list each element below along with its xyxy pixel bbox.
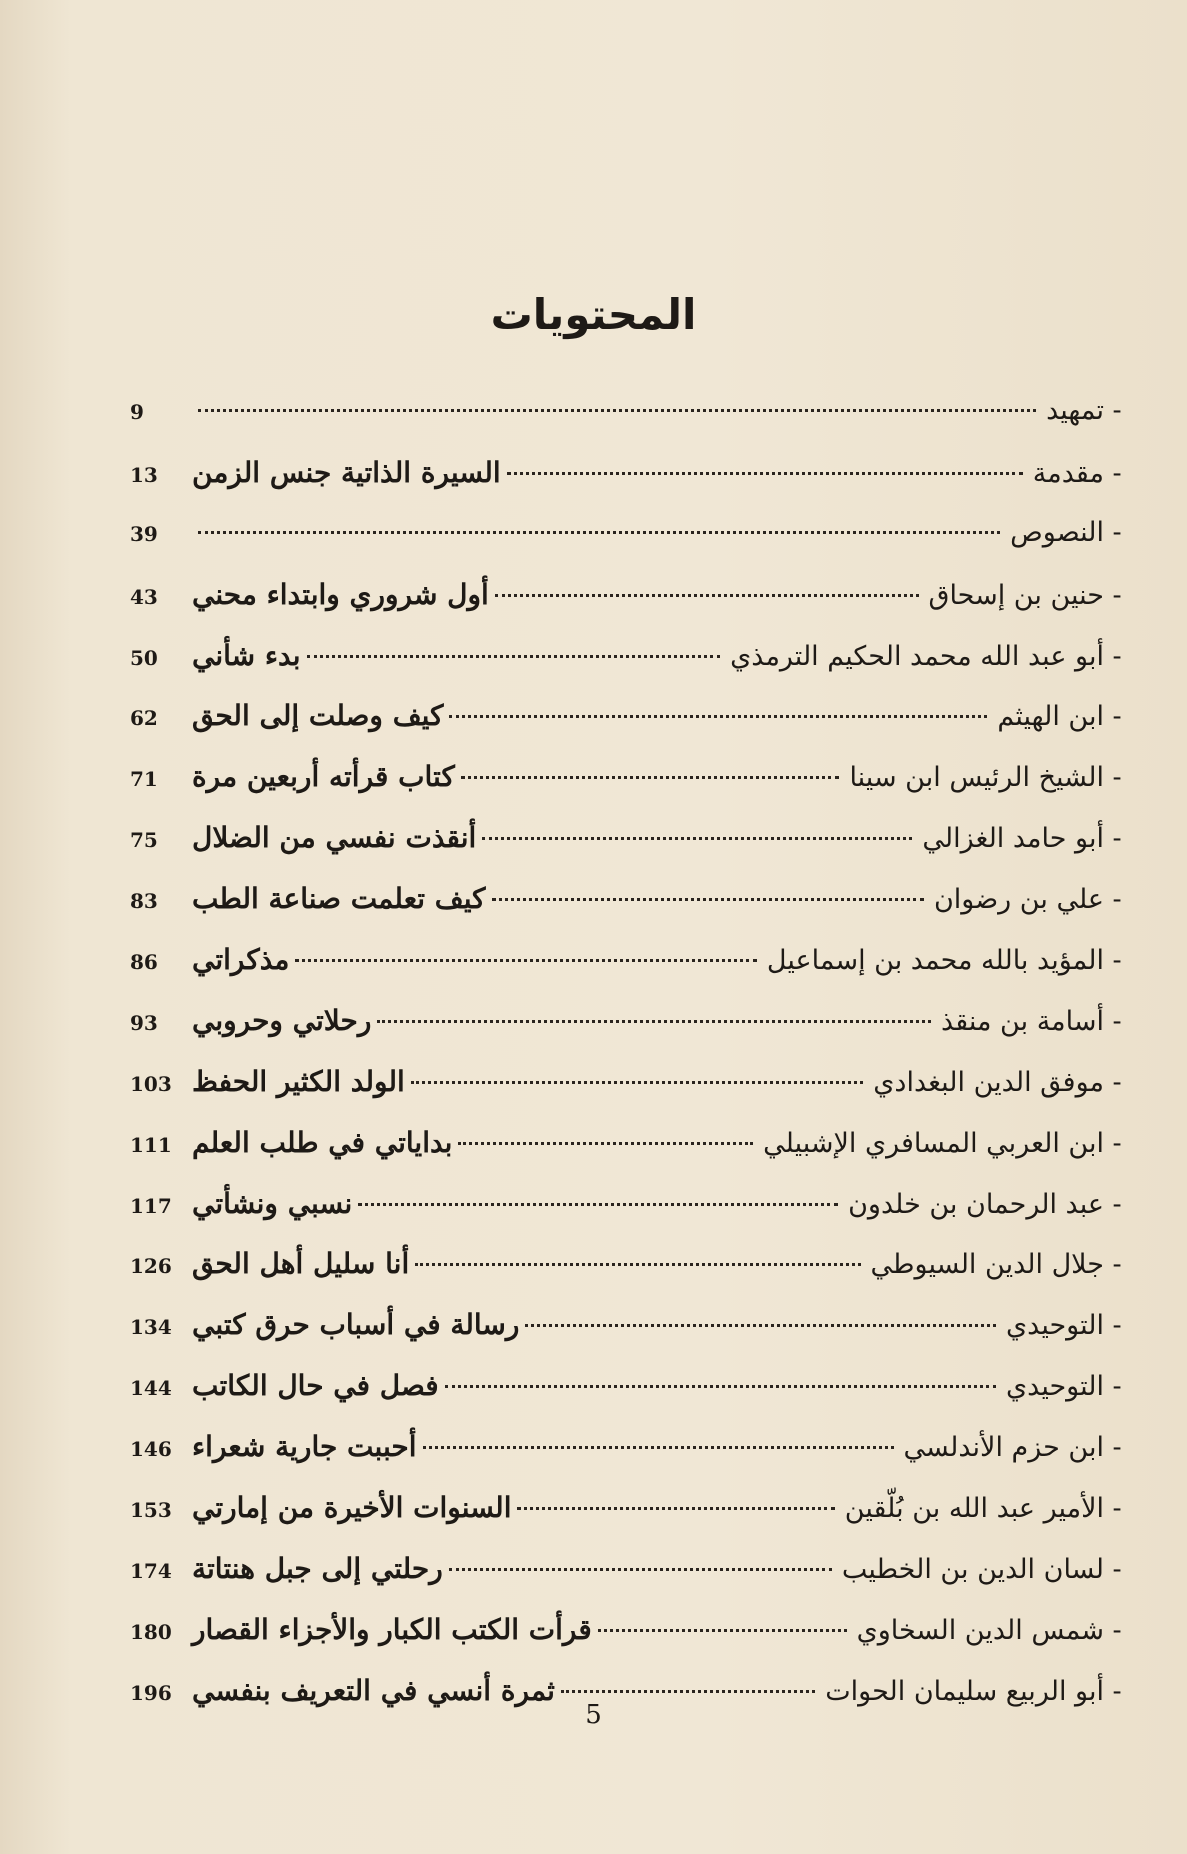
entry-chapter: كيف تعلمت صناعة الطب (192, 882, 486, 916)
entry-chapter: رحلاتي وحروبي (192, 1003, 372, 1037)
dot-leader (307, 655, 721, 658)
entry-author: الأمير عبد الله بن بُلّقين (844, 1493, 1104, 1525)
entry-page-number: 71 (130, 767, 158, 792)
entry-page-number: 93 (130, 1010, 158, 1035)
entry-chapter: بداياتي في طلب العلم (192, 1125, 453, 1159)
dot-leader (198, 409, 1036, 412)
entry-chapter: رحلتي إلى جبل هنتاتة (192, 1551, 443, 1585)
toc-entry (130, 1552, 1130, 1613)
entry-page-number: 117 (130, 1193, 172, 1218)
dot-leader (449, 1568, 832, 1571)
entry-dash: - (1112, 1371, 1122, 1403)
entry-page-number: 111 (130, 1132, 172, 1157)
entry-dash: - (1112, 516, 1122, 548)
dot-leader (449, 715, 987, 718)
entry-author: عبد الرحمان بن خلدون (848, 1188, 1104, 1220)
entry-page-number: 83 (130, 889, 158, 914)
entry-page-number: 9 (130, 400, 144, 424)
entry-chapter: كتاب قرأته أربعين مرة (192, 760, 455, 794)
toc-entry (130, 1613, 1130, 1674)
entry-dash: - (1112, 1432, 1122, 1464)
entry-page-number: 43 (130, 584, 158, 609)
entry-chapter: قرأت الكتب الكبار والأجزاء القصار (192, 1612, 592, 1646)
entry-chapter: كيف وصلت إلى الحق (192, 699, 444, 733)
entry-author: حنين بن إسحاق (928, 579, 1104, 611)
toc-entry (130, 1004, 1130, 1065)
dot-leader (525, 1324, 996, 1327)
entry-page-number: 146 (130, 1437, 172, 1462)
entry-author: شمس الدين السخاوي (856, 1614, 1104, 1646)
toc-entry (130, 395, 1130, 456)
page-number: 5 (585, 1700, 602, 1730)
entry-author: تمهيد (1046, 395, 1104, 426)
toc-entry (130, 699, 1130, 760)
entry-chapter: رسالة في أسباب حرق كتبي (192, 1308, 520, 1342)
entry-page-number: 174 (130, 1558, 172, 1583)
entry-page-number: 153 (130, 1498, 172, 1523)
toc-entry (130, 1491, 1130, 1552)
dot-leader (198, 531, 1000, 534)
dot-leader (445, 1385, 996, 1388)
dot-leader (377, 1020, 931, 1023)
entry-page-number: 103 (130, 1071, 172, 1096)
dot-leader (482, 837, 912, 840)
entry-chapter: أنا سليل أهل الحق (192, 1247, 410, 1281)
entry-chapter: ثمرة أنسي في التعريف بنفسي (192, 1673, 555, 1707)
entry-page-number: 39 (130, 521, 158, 546)
dot-leader (411, 1081, 864, 1084)
entry-dash: - (1112, 1553, 1122, 1585)
dot-leader (492, 898, 924, 901)
entry-dash: - (1112, 945, 1122, 977)
entry-dash: - (1112, 823, 1122, 855)
toc-entry (130, 456, 1130, 517)
entry-author: النصوص (1010, 516, 1104, 548)
entry-dash: - (1112, 1493, 1122, 1525)
entry-page-number: 126 (130, 1254, 172, 1279)
entry-dash: - (1112, 1188, 1122, 1220)
entry-dash: - (1112, 1249, 1122, 1281)
entry-author: ابن العربي المسافري الإشبيلي (763, 1127, 1104, 1159)
entry-dash: - (1112, 1310, 1122, 1342)
entry-author: جلال الدين السيوطي (870, 1249, 1104, 1281)
entry-chapter: مذكراتي (192, 943, 290, 977)
dot-leader (358, 1203, 838, 1206)
toc-entry (130, 517, 1130, 578)
dot-leader (598, 1629, 847, 1632)
entry-chapter: نسبي ونشأتي (192, 1186, 353, 1220)
entry-dash: - (1112, 1127, 1122, 1159)
entry-chapter: أنقذت نفسي من الضلال (192, 821, 477, 855)
toc-entry (130, 1126, 1130, 1187)
toc-entry (130, 882, 1130, 943)
dot-leader (517, 1507, 834, 1510)
entry-author: علي بن رضوان (933, 884, 1104, 916)
toc-entry (130, 943, 1130, 1004)
entry-author: أبو حامد الغزالي (922, 823, 1104, 855)
entry-dash: - (1112, 1675, 1122, 1707)
entry-author: لسان الدين بن الخطيب (841, 1553, 1104, 1585)
entry-chapter: السيرة الذاتية جنس الزمن (192, 455, 501, 489)
dot-leader (458, 1142, 753, 1145)
entry-author: أبو عبد الله محمد الحكيم الترمذي (730, 640, 1104, 672)
page-title: المحتويات (490, 290, 697, 339)
entry-dash: - (1112, 1066, 1122, 1098)
entry-dash: - (1112, 884, 1122, 916)
toc-entry (130, 578, 1130, 639)
toc-entry (130, 1369, 1130, 1430)
entry-dash: - (1112, 701, 1122, 733)
dot-leader (295, 959, 757, 962)
toc-entry (130, 1247, 1130, 1308)
entry-page-number: 196 (130, 1680, 172, 1705)
entry-dash: - (1112, 579, 1122, 611)
entry-page-number: 75 (130, 828, 158, 853)
dot-leader (495, 594, 919, 597)
toc-entry (130, 1187, 1130, 1248)
entry-author: الشيخ الرئيس ابن سينا (849, 762, 1104, 794)
entry-dash: - (1112, 395, 1122, 426)
entry-dash: - (1112, 457, 1122, 489)
entry-page-number: 180 (130, 1619, 172, 1644)
entry-author: التوحيدي (1006, 1371, 1104, 1403)
dot-leader (423, 1446, 894, 1449)
entry-chapter: السنوات الأخيرة من إمارتي (192, 1491, 512, 1525)
entry-page-number: 13 (130, 462, 158, 487)
entry-chapter: فصل في حال الكاتب (192, 1369, 439, 1403)
entry-author: المؤيد بالله محمد بن إسماعيل (766, 945, 1104, 977)
entry-dash: - (1112, 762, 1122, 794)
entry-chapter: الولد الكثير الحفظ (192, 1064, 405, 1098)
entry-chapter: أول شروري وابتداء محني (192, 577, 489, 611)
entry-chapter: بدء شأني (192, 638, 301, 672)
entry-dash: - (1112, 1005, 1122, 1037)
toc-entry (130, 1065, 1130, 1126)
entry-page-number: 134 (130, 1315, 172, 1340)
entry-author: ابن حزم الأندلسي (903, 1432, 1104, 1464)
dot-leader (415, 1263, 860, 1266)
dot-leader (507, 472, 1023, 475)
entry-dash: - (1112, 640, 1122, 672)
entry-page-number: 86 (130, 950, 158, 975)
toc-entry (130, 1430, 1130, 1491)
entry-dash: - (1112, 1614, 1122, 1646)
toc-entry (130, 821, 1130, 882)
table-of-contents (130, 395, 1130, 1735)
entry-author: موفق الدين البغدادي (873, 1066, 1104, 1098)
entry-author: التوحيدي (1006, 1310, 1104, 1342)
entry-page-number: 62 (130, 706, 158, 731)
toc-entry (130, 760, 1130, 821)
entry-author: أسامة بن منقذ (941, 1005, 1104, 1037)
entry-page-number: 50 (130, 645, 158, 670)
toc-entry (130, 639, 1130, 700)
toc-entry (130, 1308, 1130, 1369)
dot-leader (561, 1690, 815, 1693)
entry-author: أبو الربيع سليمان الحوات (825, 1675, 1104, 1707)
dot-leader (461, 776, 840, 779)
entry-author: مقدمة (1032, 457, 1104, 489)
entry-chapter: أحببت جارية شعراء (192, 1430, 417, 1464)
entry-author: ابن الهيثم (997, 701, 1104, 733)
entry-page-number: 144 (130, 1376, 172, 1401)
